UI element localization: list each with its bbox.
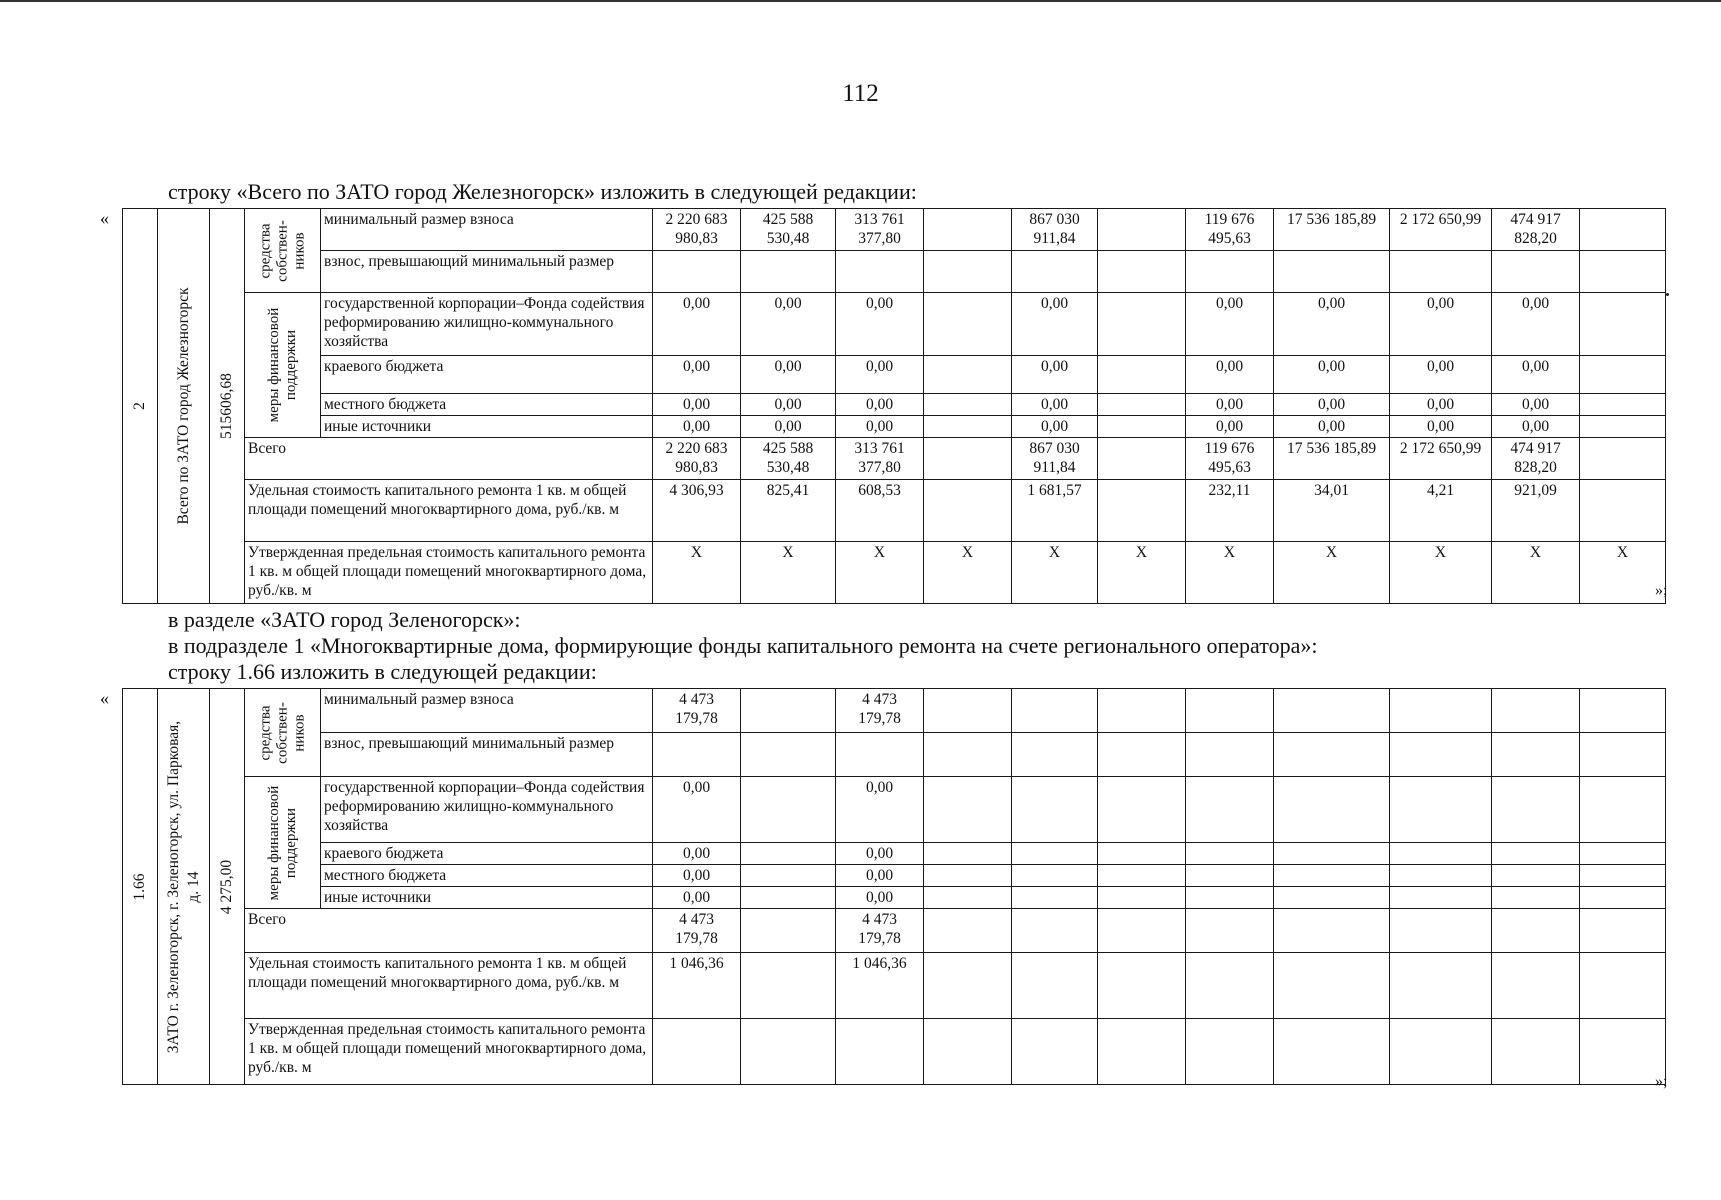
value-cell — [1580, 689, 1666, 733]
value-cell — [741, 843, 836, 865]
value-cell: 0,00 — [836, 356, 924, 394]
value-cell — [1186, 953, 1274, 1019]
value-cell — [1098, 480, 1186, 542]
value-cell — [1098, 953, 1186, 1019]
value-cell — [1492, 887, 1580, 909]
value-cell — [1390, 887, 1492, 909]
value-cell: 0,00 — [653, 865, 741, 887]
value-cell — [1390, 777, 1492, 843]
table-zheleznogorsk-total — [122, 208, 1666, 604]
value-cell — [1012, 733, 1098, 777]
value-cell — [1390, 689, 1492, 733]
value-cell — [1186, 733, 1274, 777]
value-cell: 0,00 — [653, 777, 741, 843]
value-cell — [1390, 865, 1492, 887]
value-cell — [836, 251, 924, 293]
close-quote-2: »; — [1655, 1073, 1668, 1090]
value-cell — [1580, 394, 1666, 416]
value-cell — [924, 843, 1012, 865]
value-cell — [1098, 733, 1186, 777]
value-cell — [1492, 733, 1580, 777]
group-owners-funds: средства собствен-ников — [257, 219, 307, 282]
value-cell — [1274, 843, 1390, 865]
group-owners-funds-cell — [245, 689, 321, 777]
value-cell: 0,00 — [1012, 416, 1098, 438]
value-cell: 0,00 — [741, 356, 836, 394]
value-cell — [924, 251, 1012, 293]
margin-dot — [1666, 293, 1669, 296]
value-cell: 4 473 179,78 — [836, 909, 924, 953]
value-cell — [741, 865, 836, 887]
value-cell — [924, 689, 1012, 733]
value-cell — [1274, 1019, 1390, 1085]
value-cell: 0,00 — [1390, 416, 1492, 438]
value-cell — [1492, 1019, 1580, 1085]
open-quote-2: « — [100, 688, 109, 708]
row-label: взнос, превышающий минимальный размер — [321, 251, 653, 293]
value-cell — [1098, 887, 1186, 909]
value-cell — [1390, 953, 1492, 1019]
value-cell — [1492, 777, 1580, 843]
row-over-min — [123, 251, 1666, 293]
row-label: Удельная стоимость капитального ремонта 1 кв. м общей площади помещений многоквартирного дома, руб./кв. м — [245, 953, 653, 1019]
value-cell: 1 046,36 — [836, 953, 924, 1019]
value-cell: 0,00 — [1390, 293, 1492, 356]
value-cell — [1098, 777, 1186, 843]
value-cell: X — [741, 542, 836, 604]
value-cell — [1580, 953, 1666, 1019]
value-cell — [1390, 251, 1492, 293]
intro-line-1: строку «Всего по ЗАТО город Железногорск» изложить в следующей редакции: — [168, 179, 917, 204]
value-cell — [1492, 843, 1580, 865]
value-cell — [741, 251, 836, 293]
value-cell: 313 761 377,80 — [836, 209, 924, 251]
value-cell — [1580, 777, 1666, 843]
group-owners-funds-cell — [245, 209, 321, 293]
value-cell — [1012, 953, 1098, 1019]
value-cell — [1098, 843, 1186, 865]
value-cell: 2 172 650,99 — [1390, 438, 1492, 480]
value-cell: 0,00 — [1492, 293, 1580, 356]
value-cell — [924, 438, 1012, 480]
value-cell — [1274, 953, 1390, 1019]
value-cell — [924, 416, 1012, 438]
value-cell — [924, 1019, 1012, 1085]
row-regional — [123, 843, 1666, 865]
value-cell: 2 220 683 980,83 — [653, 209, 741, 251]
value-cell — [1390, 1019, 1492, 1085]
value-cell — [1390, 909, 1492, 953]
value-cell — [1390, 733, 1492, 777]
value-cell: 1 046,36 — [653, 953, 741, 1019]
value-cell — [741, 733, 836, 777]
value-cell: 474 917 828,20 — [1492, 209, 1580, 251]
row-local — [123, 394, 1666, 416]
row-label: взнос, превышающий минимальный размер — [321, 733, 653, 777]
total-area: 4 275,00 — [218, 859, 235, 914]
row-fund — [123, 293, 1666, 356]
value-cell — [741, 689, 836, 733]
value-cell: 867 030 911,84 — [1012, 209, 1098, 251]
value-cell: 867 030 911,84 — [1012, 438, 1098, 480]
value-cell: X — [1274, 542, 1390, 604]
value-cell — [1098, 1019, 1186, 1085]
value-cell — [1274, 251, 1390, 293]
value-cell — [1186, 843, 1274, 865]
value-cell: X — [924, 542, 1012, 604]
value-cell — [741, 777, 836, 843]
value-cell — [1580, 865, 1666, 887]
page-top-edge — [0, 0, 1721, 2]
value-cell: 1 681,57 — [1012, 480, 1098, 542]
row-label: краевого бюджета — [321, 843, 653, 865]
value-cell: X — [1186, 542, 1274, 604]
value-cell: 921,09 — [1492, 480, 1580, 542]
value-cell — [1580, 909, 1666, 953]
value-cell — [924, 887, 1012, 909]
value-cell: 0,00 — [836, 887, 924, 909]
row-label: Всего — [245, 438, 653, 480]
value-cell: 2 172 650,99 — [1390, 209, 1492, 251]
value-cell — [924, 394, 1012, 416]
group-support-cell — [245, 777, 321, 909]
value-cell: 608,53 — [836, 480, 924, 542]
value-cell: 0,00 — [836, 843, 924, 865]
value-cell — [1580, 438, 1666, 480]
value-cell: 0,00 — [1492, 394, 1580, 416]
row-total — [123, 909, 1666, 953]
row-label: Всего — [245, 909, 653, 953]
row-local — [123, 865, 1666, 887]
value-cell — [924, 865, 1012, 887]
page-number: 112 — [842, 80, 879, 107]
value-cell — [741, 953, 836, 1019]
value-cell — [1098, 865, 1186, 887]
value-cell — [1274, 689, 1390, 733]
row-over-min — [123, 733, 1666, 777]
value-cell: 119 676 495,63 — [1186, 209, 1274, 251]
value-cell — [1012, 909, 1098, 953]
value-cell: 4 473 179,78 — [653, 909, 741, 953]
row-other — [123, 416, 1666, 438]
value-cell: X — [1580, 542, 1666, 604]
value-cell: 4 306,93 — [653, 480, 741, 542]
object-name-line-1: ЗАТО г. Зеленогорск, г. Зеленогорск, ул. Парковая, — [164, 720, 182, 1053]
value-cell — [1492, 909, 1580, 953]
subsection-line: в подразделе 1 «Многоквартирные дома, формирующие фонды капитального ремонта на счете регионального оператора»: — [168, 633, 1318, 658]
value-cell: 313 761 377,80 — [836, 438, 924, 480]
value-cell: 0,00 — [653, 356, 741, 394]
value-cell — [924, 293, 1012, 356]
object-name-cell — [158, 689, 210, 1085]
value-cell — [653, 733, 741, 777]
value-cell — [1012, 1019, 1098, 1085]
value-cell: 0,00 — [1186, 416, 1274, 438]
group-owners-funds: средства собствен-ников — [257, 701, 307, 764]
value-cell: 0,00 — [1274, 356, 1390, 394]
value-cell: 0,00 — [836, 293, 924, 356]
value-cell — [1098, 251, 1186, 293]
value-cell — [1098, 438, 1186, 480]
value-cell: 34,01 — [1274, 480, 1390, 542]
value-cell — [1098, 293, 1186, 356]
value-cell — [1580, 1019, 1666, 1085]
value-cell — [1390, 843, 1492, 865]
row-label: государственной корпорации–Фонда содействия реформированию жилищно-коммунального хозяйства — [321, 293, 653, 356]
value-cell: 2 220 683 980,83 — [653, 438, 741, 480]
value-cell — [1098, 394, 1186, 416]
row-number: 2 — [131, 402, 148, 410]
section-line: в разделе «ЗАТО город Зеленогорск»: — [168, 607, 521, 632]
value-cell: 0,00 — [836, 777, 924, 843]
value-cell: 0,00 — [1274, 293, 1390, 356]
value-cell: 0,00 — [653, 394, 741, 416]
value-cell — [1274, 865, 1390, 887]
value-cell — [741, 909, 836, 953]
row-number: 1.66 — [131, 872, 148, 901]
value-cell: 0,00 — [1012, 293, 1098, 356]
value-cell — [924, 909, 1012, 953]
value-cell — [1012, 843, 1098, 865]
value-cell: 474 917 828,20 — [1492, 438, 1580, 480]
row-regional — [123, 356, 1666, 394]
row-label: иные источники — [321, 416, 653, 438]
row-unit-cost — [123, 480, 1666, 542]
value-cell — [1186, 887, 1274, 909]
object-name — [164, 689, 204, 1085]
value-cell — [1098, 356, 1186, 394]
value-cell: 0,00 — [653, 416, 741, 438]
value-cell: 4,21 — [1390, 480, 1492, 542]
value-cell — [741, 1019, 836, 1085]
value-cell — [1492, 251, 1580, 293]
row-label: минимальный размер взноса — [321, 209, 653, 251]
value-cell — [1098, 909, 1186, 953]
row-limit-cost — [123, 542, 1666, 604]
close-quote-1: »; — [1655, 582, 1668, 599]
value-cell — [1098, 209, 1186, 251]
table-zelenogorsk-1-66 — [122, 688, 1666, 1085]
row-other — [123, 887, 1666, 909]
value-cell: 0,00 — [1274, 394, 1390, 416]
value-cell — [924, 953, 1012, 1019]
value-cell — [1098, 689, 1186, 733]
value-cell: 0,00 — [1012, 394, 1098, 416]
value-cell: 0,00 — [653, 843, 741, 865]
value-cell — [1492, 865, 1580, 887]
value-cell: 4 473 179,78 — [653, 689, 741, 733]
row-label: местного бюджета — [321, 394, 653, 416]
value-cell — [924, 733, 1012, 777]
value-cell: X — [1098, 542, 1186, 604]
group-support: меры финансовой поддержки — [265, 307, 299, 423]
value-cell: X — [653, 542, 741, 604]
row-label: краевого бюджета — [321, 356, 653, 394]
intro-line-2: строку 1.66 изложить в следующей редакции: — [168, 659, 597, 684]
value-cell: 0,00 — [1186, 356, 1274, 394]
row-label: минимальный размер взноса — [321, 689, 653, 733]
row-unit-cost — [123, 953, 1666, 1019]
area-cell — [210, 209, 245, 604]
value-cell — [1274, 887, 1390, 909]
open-quote-1: « — [100, 208, 109, 228]
value-cell: 0,00 — [836, 865, 924, 887]
value-cell: 0,00 — [1492, 416, 1580, 438]
group-support: меры финансовой поддержки — [265, 785, 299, 900]
row-label: Удельная стоимость капитального ремонта 1 кв. м общей площади помещений многоквартирного дома, руб./кв. м — [245, 480, 653, 542]
value-cell: 0,00 — [741, 394, 836, 416]
value-cell — [1492, 689, 1580, 733]
value-cell — [1012, 251, 1098, 293]
value-cell: 0,00 — [836, 416, 924, 438]
value-cell: 425 588 530,48 — [741, 438, 836, 480]
row-number-cell — [123, 689, 158, 1085]
value-cell — [1580, 293, 1666, 356]
value-cell — [1580, 480, 1666, 542]
value-cell — [836, 733, 924, 777]
value-cell — [1186, 909, 1274, 953]
value-cell — [1186, 251, 1274, 293]
value-cell — [1012, 777, 1098, 843]
value-cell — [1012, 689, 1098, 733]
value-cell — [1580, 416, 1666, 438]
value-cell: 0,00 — [1012, 356, 1098, 394]
row-label: Утвержденная предельная стоимость капитального ремонта 1 кв. м общей площади помещений многоквартирного дома, руб./кв. м — [245, 1019, 653, 1085]
row-label: местного бюджета — [321, 865, 653, 887]
value-cell: 0,00 — [653, 887, 741, 909]
area-cell — [210, 689, 245, 1085]
value-cell: 0,00 — [1186, 394, 1274, 416]
value-cell: 119 676 495,63 — [1186, 438, 1274, 480]
row-label: иные источники — [321, 887, 653, 909]
object-name: Всего по ЗАТО город Железногорск — [174, 287, 192, 525]
value-cell: X — [1390, 542, 1492, 604]
value-cell — [1580, 356, 1666, 394]
value-cell — [1186, 865, 1274, 887]
value-cell — [653, 251, 741, 293]
total-area: 515606,68 — [218, 373, 235, 439]
row-min-fee — [123, 689, 1666, 733]
value-cell: 0,00 — [1274, 416, 1390, 438]
value-cell: 0,00 — [1390, 394, 1492, 416]
value-cell — [924, 480, 1012, 542]
value-cell: 425 588 530,48 — [741, 209, 836, 251]
value-cell: 0,00 — [653, 293, 741, 356]
object-name-cell — [158, 209, 210, 604]
value-cell: 0,00 — [741, 416, 836, 438]
value-cell — [1098, 416, 1186, 438]
value-cell: 4 473 179,78 — [836, 689, 924, 733]
value-cell: 17 536 185,89 — [1274, 438, 1390, 480]
value-cell: 0,00 — [741, 293, 836, 356]
value-cell: 0,00 — [1492, 356, 1580, 394]
value-cell — [1580, 843, 1666, 865]
row-number-cell — [123, 209, 158, 604]
object-name-line-2: д. 14 — [184, 870, 202, 903]
value-cell — [1580, 733, 1666, 777]
value-cell: X — [836, 542, 924, 604]
value-cell — [1186, 689, 1274, 733]
value-cell — [1274, 909, 1390, 953]
value-cell: 0,00 — [1186, 293, 1274, 356]
value-cell: X — [1492, 542, 1580, 604]
row-limit-cost — [123, 1019, 1666, 1085]
value-cell: 232,11 — [1186, 480, 1274, 542]
value-cell — [1580, 887, 1666, 909]
group-support-cell — [245, 293, 321, 438]
row-fund — [123, 777, 1666, 843]
row-total — [123, 438, 1666, 480]
value-cell — [1186, 1019, 1274, 1085]
value-cell: 17 536 185,89 — [1274, 209, 1390, 251]
value-cell — [836, 1019, 924, 1085]
value-cell: 0,00 — [1390, 356, 1492, 394]
value-cell — [924, 356, 1012, 394]
value-cell — [1274, 733, 1390, 777]
value-cell — [1580, 251, 1666, 293]
value-cell — [1012, 887, 1098, 909]
value-cell — [653, 1019, 741, 1085]
value-cell — [1186, 777, 1274, 843]
row-label: Утвержденная предельная стоимость капитального ремонта 1 кв. м общей площади помещений многоквартирного дома, руб./кв. м — [245, 542, 653, 604]
value-cell: X — [1012, 542, 1098, 604]
value-cell — [1012, 865, 1098, 887]
row-label: государственной корпорации–Фонда содействия реформированию жилищно-коммунального хозяйства — [321, 777, 653, 843]
value-cell — [1492, 953, 1580, 1019]
value-cell — [741, 887, 836, 909]
row-min-fee — [123, 209, 1666, 251]
value-cell — [1580, 209, 1666, 251]
value-cell: 825,41 — [741, 480, 836, 542]
value-cell — [924, 209, 1012, 251]
value-cell — [924, 777, 1012, 843]
value-cell: 0,00 — [836, 394, 924, 416]
value-cell — [1274, 777, 1390, 843]
